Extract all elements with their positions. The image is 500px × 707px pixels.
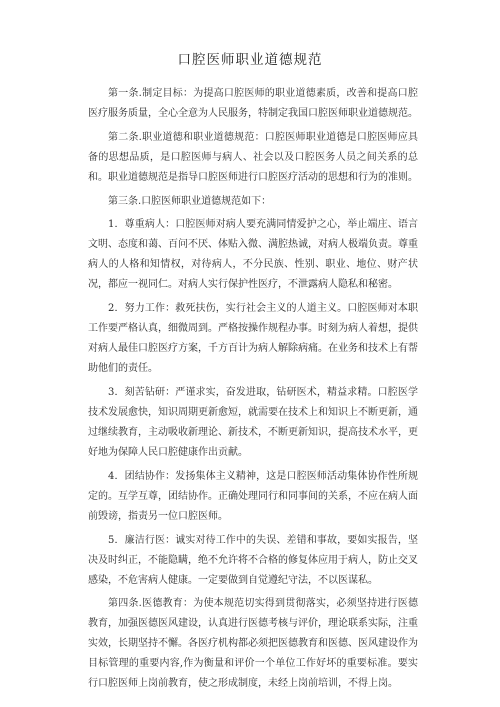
article-1-paragraph: 第一条.制定目标：为提高口腔医师的职业道德素质，改善和提高口腔医疗服务质量，全心全意为人民服务，特制定我国口腔医师职业道德规范。 [88,88,418,119]
article-2-paragraph: 第二条.职业道德和职业道德规范：口腔医师职业道德是口腔医师应具备的思想品质，是口腔医师与病人、社会以及口腔医务人员之间关系的总和。职业道德规范是指导口腔医师进行口腔医疗活动的思想和行为的准则。 [88,131,418,183]
item-5-paragraph: 5．廉洁行医：诚实对待工作中的失误、差错和事故，要如实报告，坚决及时纠正，不能隐瞒，绝不允许将不合格的修复体应用于病人，防止交叉感染，不危害病人健康。一定要做到自觉遵纪守法，不以医谋私。 [88,534,418,586]
item-1-paragraph: 1．尊重病人：口腔医师对病人要充满同情爱护之心，举止端庄、语言文明、态度和蔼、百问不厌、体贴入微、满腔热诚，对病人极端负责。尊重病人的人格和知情权，对待病人，不分民族、性别、职业、地位、财产状况，都应一视同仁。对病人实行保护性医疗，不泄露病人隐私和秘密。 [88,219,418,291]
document-title: 口腔医师职业道德规范 [177,52,323,68]
item-4-paragraph: 4．团结协作：发扬集体主义精神，这是口腔医师活动集体协作性所规定的。互学互尊，团结协作。正确处理同行和同事间的关系，不应在病人面前毁谤，指责另一位口腔医师。 [88,470,418,522]
item-2-paragraph: 2．努力工作：救死扶伤，实行社会主义的人道主义。口腔医师对本职工作要严格认真，细微周到。严格按操作规程办事。时刻为病人着想，提供对病人最佳口腔医疗方案，千方百计为病人解除病痛。在业务和技术上有帮助他们的责任。 [88,303,418,375]
document-body [88,84,418,698]
article-4-paragraph: 第四条.医德教育：为使本规范切实得到贯彻落实，必须坚持进行医德教育，加强医德医风建设，认真进行医德考核与评价，理论联系实际，注重实效，长期坚持不懈。各医疗机构都必须把医德教育和医德、医风建设作为目标管理的重要内容,作为衡量和评价一个单位工作好坏的重要标准。要实行口腔医师上岗前教育，使之形成制度，未经上岗前培训，不得上岗。 [88,598,418,690]
item-3-paragraph: 3．刻苦钻研：严谨求实，奋发进取，钻研医术，精益求精。口腔医学技术发展愈快，知识周期更新愈短，就需要在技术上和知识上不断更新，通过继续教育，主动吸收新理论、新技术，不断更新知识，提高技术水平，更好地为保障人民口腔健康作出贡献。 [88,386,418,458]
article-3-paragraph: 第三条.口腔医师职业道德规范如下： [108,195,272,207]
